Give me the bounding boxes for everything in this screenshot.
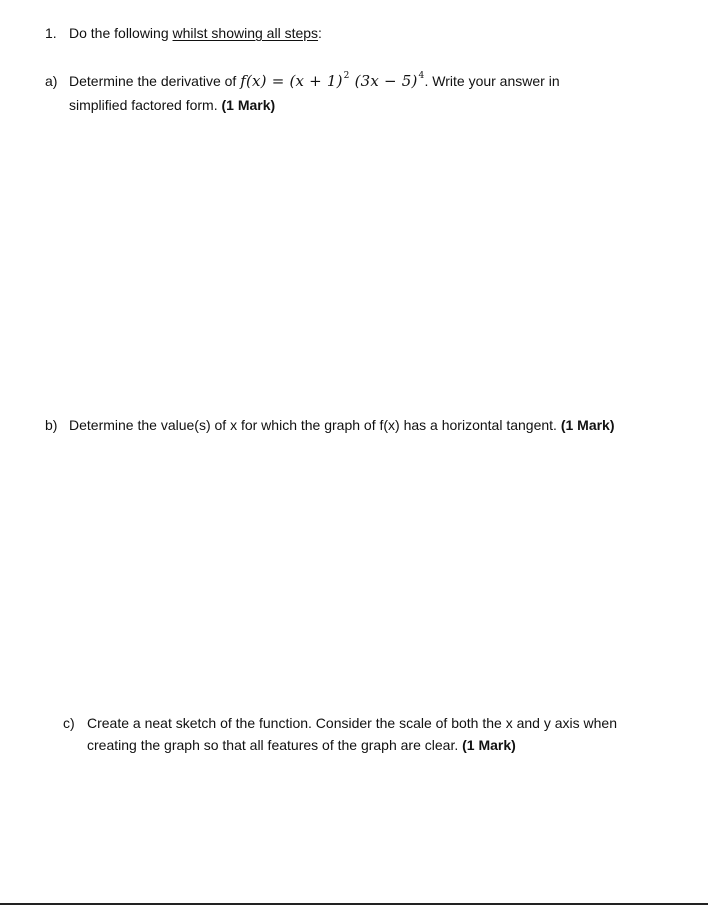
- part-a-label: a): [45, 73, 58, 89]
- part-a-line1: [45, 70, 560, 95]
- part-a-line2-text: simplified factored form.: [69, 97, 222, 113]
- part-c-line1: [63, 712, 617, 734]
- question-number: 1.: [45, 25, 57, 41]
- question-heading: [45, 22, 322, 44]
- question-intro-colon: :: [318, 25, 322, 41]
- formula-arg: (x): [245, 72, 267, 90]
- formula-exponent1: 2: [343, 71, 350, 81]
- part-b-marks: (1 Mark): [560, 417, 615, 433]
- part-b-label: b): [45, 417, 58, 433]
- part-a-formula: [240, 72, 424, 90]
- part-a-text: Determine the derivative of: [69, 73, 241, 89]
- formula-term1: (x + 1): [289, 72, 343, 90]
- formula-exponent2: 4: [418, 71, 425, 81]
- formula-term2: (3x − 5): [349, 72, 418, 90]
- part-c-line2: [87, 734, 516, 756]
- formula-equals: =: [266, 72, 290, 90]
- part-c-label: c): [63, 715, 75, 731]
- part-c-line1-text: Create a neat sketch of the function. Consider the scale of both the x and y axis when: [87, 715, 617, 731]
- part-a-marks: (1 Mark): [221, 97, 276, 113]
- question-intro: Do the following: [69, 25, 173, 41]
- question-intro-underlined: whilst showing all steps: [172, 25, 319, 41]
- part-a-line2: [69, 94, 275, 116]
- part-b-text: Determine the value(s) of x for which the graph of f(x) has a horizontal tangent.: [69, 417, 561, 433]
- part-a-text-post: . Write your answer in: [424, 73, 560, 89]
- part-b-line: [45, 414, 615, 436]
- part-c-marks: (1 Mark): [462, 737, 516, 753]
- part-c-line2-text: creating the graph so that all features of the graph are clear.: [87, 737, 463, 753]
- formula-f: f: [240, 72, 246, 90]
